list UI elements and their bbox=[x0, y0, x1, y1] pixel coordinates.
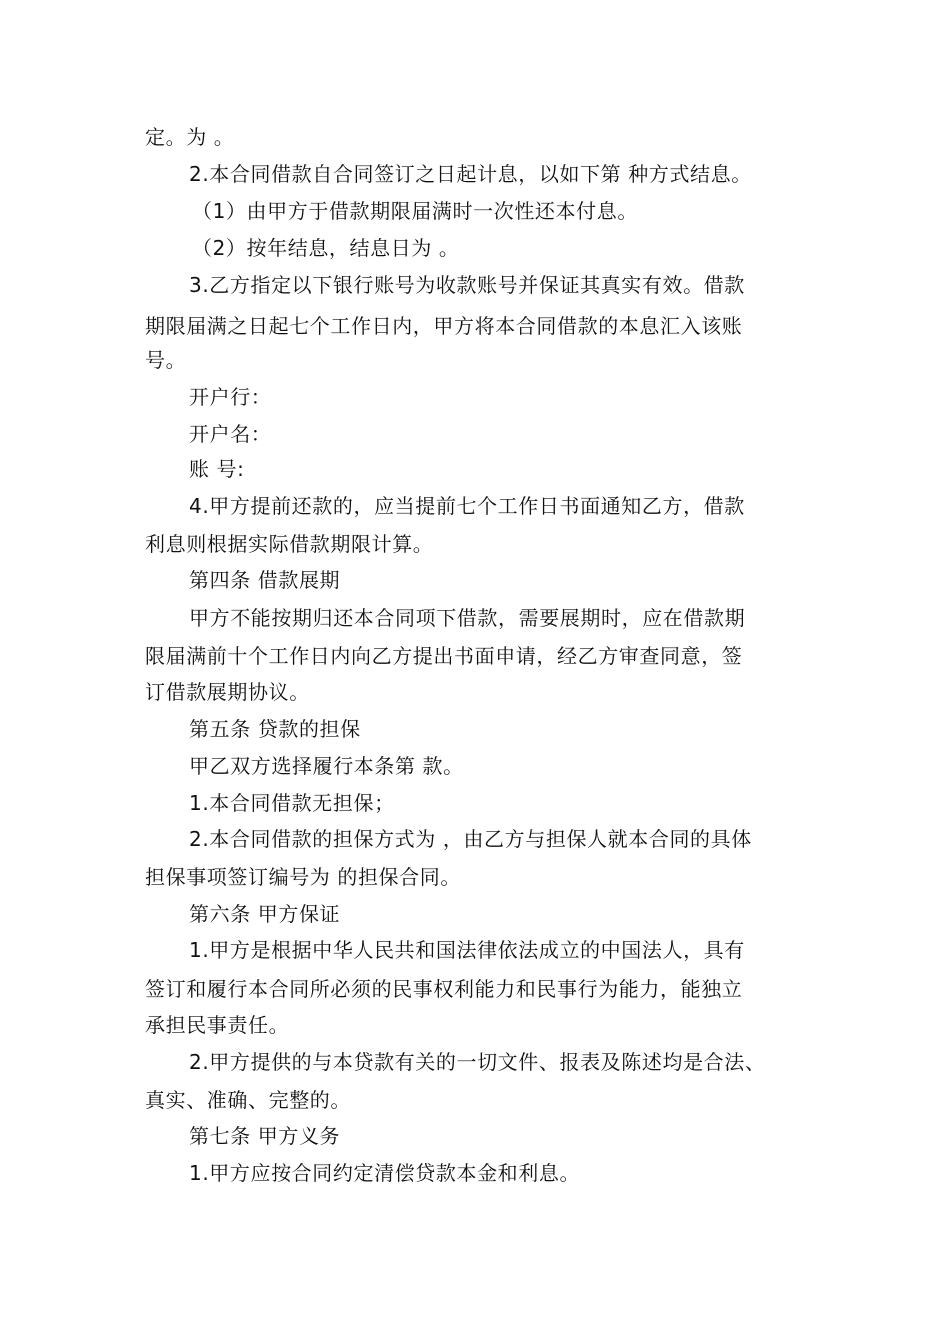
text-line: 定。为 。 bbox=[145, 125, 235, 149]
text-line: 订借款展期协议。 bbox=[145, 680, 310, 704]
text-line: 期限届满之日起七个工作日内，甲方将本合同借款的本息汇入该账 bbox=[145, 314, 743, 338]
clause-2-interest-line: 2.本合同借款自合同签订之日起计息，以如下第 种方式结息。 bbox=[189, 162, 752, 186]
option-2-line: （2）按年结息，结息日为 。 bbox=[192, 236, 460, 260]
clause-3-line: 3.乙方指定以下银行账号为收款账号并保证其真实有效。借款 bbox=[189, 273, 745, 297]
article-6-clause-1: 1.甲方是根据中华人民共和国法律依法成立的中国法人，具有 bbox=[189, 938, 745, 962]
text-line: 号。 bbox=[145, 348, 187, 372]
account-name-label: 开户名： bbox=[189, 422, 272, 446]
text-line: 利息则根据实际借款期限计算。 bbox=[145, 532, 434, 556]
article-5-heading: 第五条 贷款的担保 bbox=[189, 717, 361, 741]
bank-name-label: 开户行： bbox=[189, 385, 272, 409]
clause-4-line: 4.甲方提前还款的，应当提前七个工作日书面通知乙方，借款 bbox=[189, 494, 745, 518]
guarantee-option-2: 2.本合同借款的担保方式为 ，由乙方与担保人就本合同的具体 bbox=[189, 827, 752, 851]
text-line: 承担民事责任。 bbox=[145, 1013, 290, 1037]
text-line: 签订和履行本合同所必须的民事权利能力和民事行为能力，能独立 bbox=[145, 977, 743, 1001]
guarantee-option-1: 1.本合同借款无担保； bbox=[189, 791, 395, 815]
article-6-heading: 第六条 甲方保证 bbox=[189, 902, 341, 926]
text-line: 担保事项签订编号为 的担保合同。 bbox=[145, 865, 461, 889]
account-number-label: 账 号: bbox=[189, 457, 245, 481]
article-7-heading: 第七条 甲方义务 bbox=[189, 1124, 341, 1148]
article-5-body-line: 甲乙双方选择履行本条第 款。 bbox=[189, 754, 464, 778]
article-4-body-line: 甲方不能按期归还本合同项下借款，需要展期时，应在借款期 bbox=[189, 606, 746, 630]
option-1-line: （1）由甲方于借款期限届满时一次性还本付息。 bbox=[192, 199, 638, 223]
article-7-clause-1: 1.甲方应按合同约定清偿贷款本金和利息。 bbox=[189, 1161, 581, 1185]
text-line: 限届满前十个工作日内向乙方提出书面申请，经乙方审查同意，签 bbox=[145, 644, 743, 668]
article-4-heading: 第四条 借款展期 bbox=[189, 568, 341, 592]
text-line: 真实、准确、完整的。 bbox=[145, 1088, 351, 1112]
article-6-clause-2: 2.甲方提供的与本贷款有关的一切文件、报表及陈述均是合法、 bbox=[189, 1050, 766, 1074]
